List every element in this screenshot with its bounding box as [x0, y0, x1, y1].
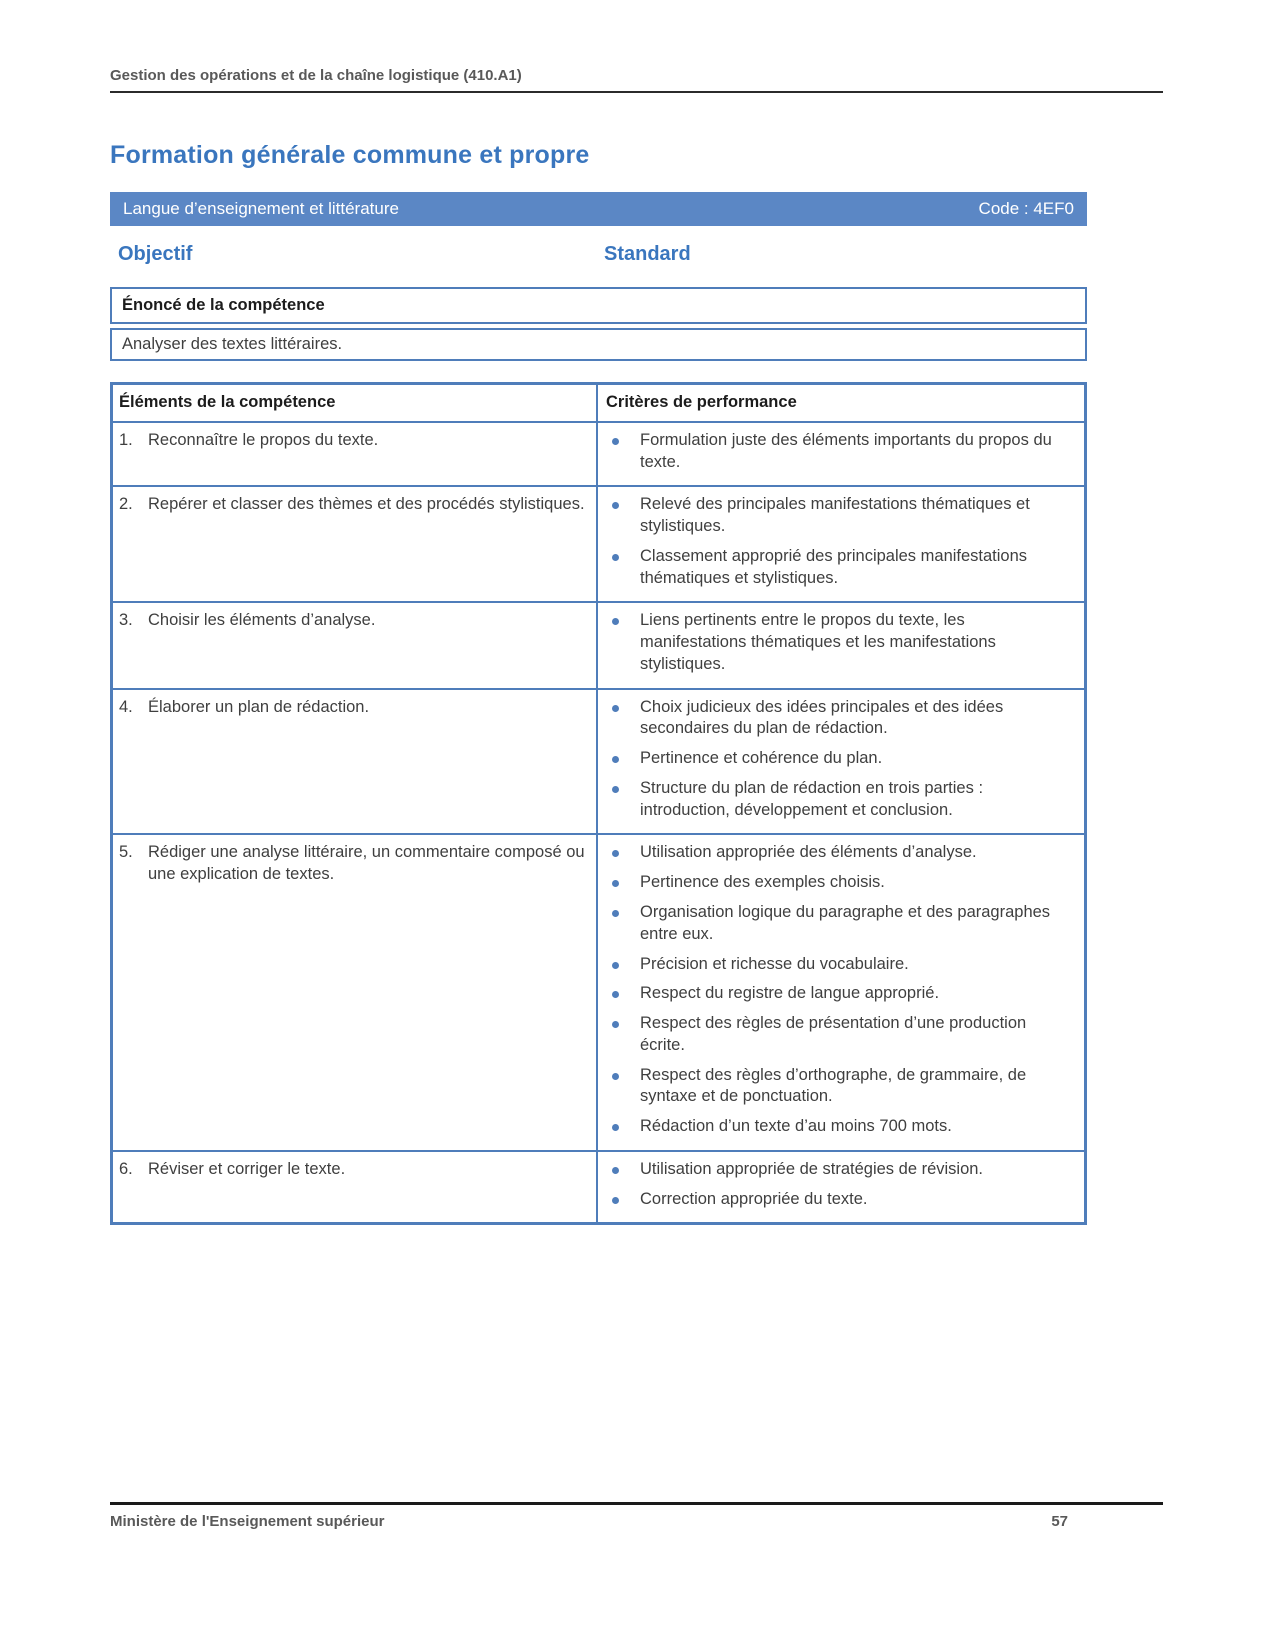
- competence-table: [110, 382, 1087, 1225]
- element-number: 1.: [119, 430, 133, 449]
- page-footer: [110, 1502, 1163, 1530]
- bullet-icon: [612, 1124, 619, 1131]
- table-row: [113, 688, 1084, 834]
- criteria-text: Utilisation appropriée de stratégies de révision.: [640, 1159, 984, 1178]
- bullet-icon: [612, 438, 619, 445]
- element-cell: [113, 603, 596, 687]
- page-number: 57: [1051, 1513, 1068, 1530]
- bullet-icon: [612, 1167, 619, 1174]
- criteria-item: [612, 983, 1072, 1005]
- bullet-icon: [612, 1197, 619, 1204]
- bullet-icon: [612, 705, 619, 712]
- element-text: Élaborer un plan de rédaction.: [148, 697, 370, 716]
- element-number: 6.: [119, 1159, 133, 1178]
- element-number: 2.: [119, 495, 133, 514]
- bullet-icon: [612, 618, 619, 625]
- bullet-icon: [612, 786, 619, 793]
- element-cell: [113, 1152, 596, 1223]
- bullet-icon: [612, 850, 619, 857]
- criteria-item: [612, 1065, 1072, 1109]
- banner-label: Langue d’enseignement et littérature: [123, 199, 399, 218]
- criteria-item: [612, 697, 1072, 741]
- criteria-item: [612, 902, 1072, 946]
- banner-code: Code : 4EF0: [978, 199, 1074, 218]
- element-cell: [113, 423, 596, 486]
- element-text: Réviser et corriger le texte.: [148, 1159, 346, 1178]
- criteria-item: [612, 778, 1072, 822]
- criteria-text: Organisation logique du paragraphe et des paragraphes entre eux.: [640, 903, 1051, 943]
- column-headers: [110, 243, 1087, 266]
- criteria-text: Respect des règles d’orthographe, de grammaire, de syntaxe et de ponctuation.: [640, 1065, 1027, 1106]
- criteria-item: [612, 1159, 1072, 1181]
- criteria-item: [612, 610, 1072, 675]
- running-header: Gestion des opérations et de la chaîne logistique (410.A1): [110, 67, 522, 84]
- bullet-icon: [612, 991, 619, 998]
- criteria-text: Relevé des principales manifestations thématiques et stylistiques.: [640, 495, 1030, 536]
- criteria-item: [612, 954, 1072, 976]
- criteria-item: [612, 748, 1072, 770]
- criteria-item: [612, 1189, 1072, 1211]
- element-cell: [113, 690, 596, 834]
- footer-ministry: Ministère de l'Enseignement supérieur: [110, 1513, 385, 1530]
- element-number: 4.: [119, 697, 133, 716]
- bullet-icon: [612, 880, 619, 887]
- element-cell: [113, 487, 596, 601]
- header-rule: [110, 91, 1163, 93]
- criteres-column-header: Critères de performance: [596, 385, 1084, 421]
- criteria-item: [612, 1013, 1072, 1057]
- criteria-cell: [596, 835, 1084, 1149]
- criteria-item: [612, 842, 1072, 864]
- criteria-text: Respect des règles de présentation d’une production écrite.: [640, 1014, 1027, 1054]
- enonce-header-box: Énoncé de la compétence: [110, 287, 1087, 324]
- criteria-text: Respect du registre de langue approprié.: [640, 984, 940, 1003]
- bullet-icon: [612, 554, 619, 561]
- element-text: Choisir les éléments d’analyse.: [148, 611, 376, 630]
- criteria-text: Rédaction d’un texte d’au moins 700 mots.: [640, 1117, 952, 1136]
- criteria-cell: [596, 1152, 1084, 1223]
- bullet-icon: [612, 962, 619, 969]
- criteria-cell: [596, 690, 1084, 834]
- element-text: Repérer et classer des thèmes et des procédés stylistiques.: [148, 495, 585, 514]
- bullet-icon: [612, 910, 619, 917]
- bullet-icon: [612, 1073, 619, 1080]
- criteria-cell: [596, 487, 1084, 601]
- page-title: Formation générale commune et propre: [110, 141, 590, 169]
- criteria-cell: [596, 423, 1084, 486]
- criteria-text: Correction appropriée du texte.: [640, 1189, 868, 1208]
- criteria-item: [612, 546, 1072, 590]
- table-row: [113, 1150, 1084, 1223]
- standard-header: Standard: [604, 243, 691, 265]
- criteria-text: Pertinence et cohérence du plan.: [640, 749, 883, 768]
- criteria-text: Utilisation appropriée des éléments d’analyse.: [640, 843, 977, 862]
- criteria-text: Pertinence des exemples choisis.: [640, 873, 885, 892]
- table-row: [113, 485, 1084, 601]
- criteria-text: Structure du plan de rédaction en trois parties : introduction, développement et conclusion.: [640, 778, 984, 819]
- criteria-text: Liens pertinents entre le propos du texte, les manifestations thématiques et les manifestations stylistiques.: [640, 611, 996, 673]
- bullet-icon: [612, 756, 619, 763]
- table-row: [113, 421, 1084, 486]
- criteria-text: Classement approprié des principales manifestations thématiques et stylistiques.: [640, 546, 1028, 587]
- criteria-item: [612, 1116, 1072, 1138]
- table-row: [113, 601, 1084, 687]
- bullet-icon: [612, 1021, 619, 1028]
- criteria-cell: [596, 603, 1084, 687]
- criteria-item: [612, 494, 1072, 538]
- elements-column-header: Éléments de la compétence: [119, 393, 336, 411]
- element-text: Reconnaître le propos du texte.: [148, 430, 379, 449]
- section-banner: [110, 192, 1087, 226]
- criteria-text: Précision et richesse du vocabulaire.: [640, 954, 909, 973]
- criteria-text: Formulation juste des éléments importants du propos du texte.: [640, 430, 1052, 471]
- element-number: 3.: [119, 611, 133, 630]
- element-cell: [113, 835, 596, 1149]
- bullet-icon: [612, 502, 619, 509]
- criteria-item: [612, 872, 1072, 894]
- element-text: Rédiger une analyse littéraire, un commentaire composé ou une explication de textes.: [148, 843, 585, 884]
- element-number: 5.: [119, 843, 133, 862]
- table-header-row: [113, 385, 1084, 421]
- enonce-body-box: Analyser des textes littéraires.: [110, 328, 1087, 361]
- table-row: [113, 833, 1084, 1149]
- objectif-header: Objectif: [118, 243, 193, 265]
- criteria-item: [612, 430, 1072, 474]
- criteria-text: Choix judicieux des idées principales et des idées secondaires du plan de rédaction.: [640, 697, 1004, 738]
